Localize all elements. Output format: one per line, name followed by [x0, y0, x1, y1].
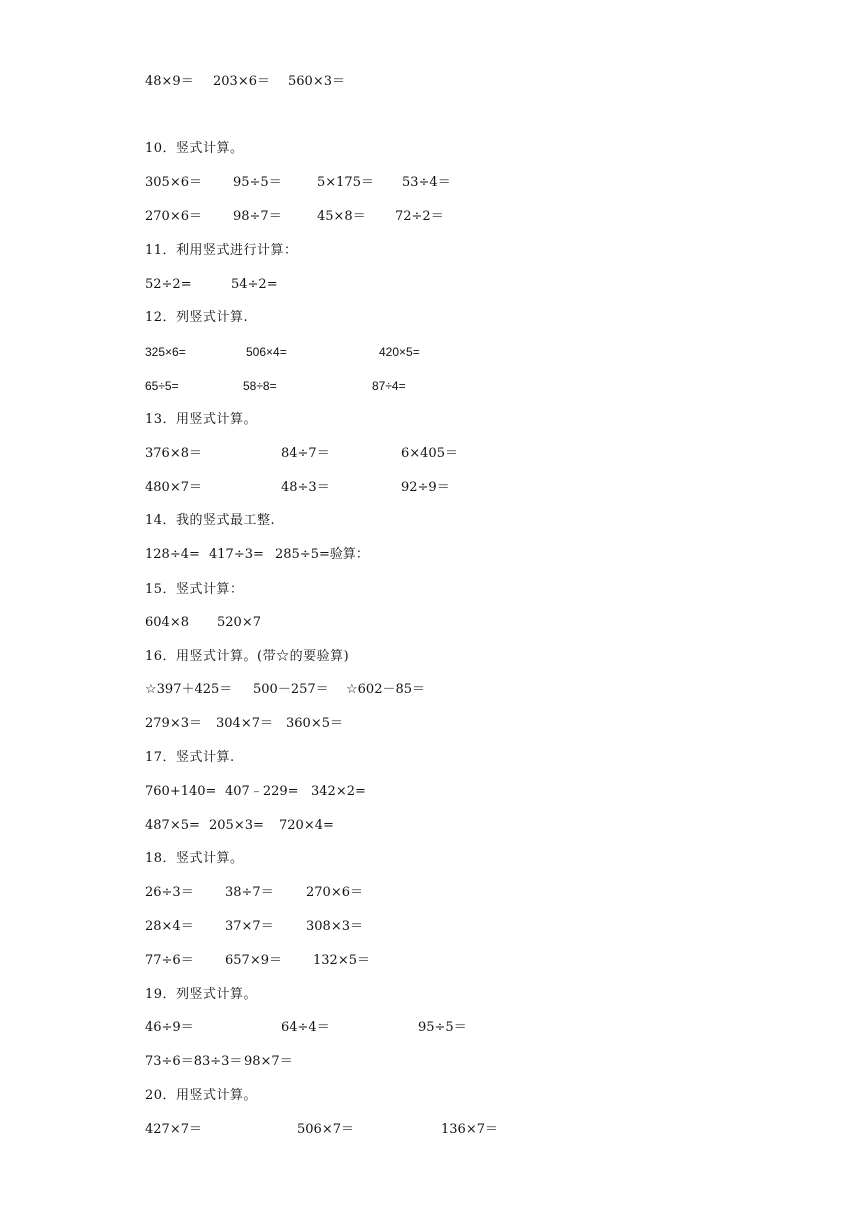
expression: 52÷2= [145, 277, 192, 292]
expression: 65÷5= [145, 379, 179, 393]
expression: 506×7＝ [297, 1122, 354, 1137]
expression: 520×7 [217, 615, 261, 630]
expression: 203×6＝ [213, 74, 270, 89]
expression: 376×8＝ [145, 446, 202, 461]
question-heading: 19．列竖式计算。 [145, 987, 258, 1002]
expression: 26÷3＝ [145, 885, 194, 900]
expression: 270×6＝ [145, 209, 202, 224]
expression: 6×405＝ [401, 446, 458, 461]
expression: 87÷4= [372, 379, 406, 393]
question-heading: 18．竖式计算。 [145, 851, 244, 866]
question-heading: 20．用竖式计算。 [145, 1088, 258, 1103]
expression: ☆397＋425＝ [145, 682, 233, 697]
expression: 95÷5＝ [418, 1020, 467, 1035]
expression: 407﹣229= [225, 784, 299, 799]
expression: 308×3＝ [306, 919, 363, 934]
expression: 58÷8= [243, 379, 277, 393]
expression: 64÷4＝ [281, 1020, 330, 1035]
question-heading: 14．我的竖式最工整. [145, 513, 276, 528]
question-heading: 10．竖式计算。 [145, 141, 244, 156]
question-heading: 11．利用竖式进行计算： [145, 243, 298, 258]
question-heading: 17．竖式计算. [145, 750, 235, 765]
expression: 487×5= [145, 818, 200, 833]
expression: 285÷5=验算： [275, 547, 369, 562]
expression: 136×7＝ [441, 1122, 498, 1137]
question-heading: 15．竖式计算： [145, 582, 244, 597]
expression: 38÷7＝ [225, 885, 274, 900]
expression: 657×9＝ [225, 953, 282, 968]
expression: 132×5＝ [313, 953, 370, 968]
expression: ☆602－85＝ [346, 682, 426, 697]
expression: 720×4= [279, 818, 334, 833]
expression: 92÷9＝ [401, 480, 450, 495]
expression: 342×2= [311, 784, 366, 799]
expression: 54÷2= [231, 277, 278, 292]
expression: 305×6＝ [145, 175, 202, 190]
expression: 500－257＝ [253, 682, 329, 697]
expression: 45×8＝ [317, 209, 366, 224]
expression: 46÷9＝ [145, 1020, 194, 1035]
expression: 128÷4= [145, 547, 200, 562]
expression: 420×5= [379, 345, 420, 359]
expression: 480×7＝ [145, 480, 202, 495]
expression: 84÷7＝ [281, 446, 330, 461]
expression: 77÷6＝ [145, 953, 194, 968]
expression: 279×3＝ [145, 716, 202, 731]
expression: 417÷3= [209, 547, 264, 562]
question-heading: 16．用竖式计算。(带☆的要验算) [145, 649, 350, 664]
question-heading: 13．用竖式计算。 [145, 412, 258, 427]
expression: 98÷7＝ [233, 209, 282, 224]
expression: 304×7＝ [216, 716, 273, 731]
expression: 360×5＝ [286, 716, 343, 731]
expression: 604×8 [145, 615, 189, 630]
question-heading: 12．列竖式计算. [145, 310, 249, 325]
expression: 73÷6＝83÷3＝ [145, 1054, 243, 1069]
expression: 37×7＝ [225, 919, 274, 934]
expression: 205×3= [209, 818, 264, 833]
expression: 506×4= [246, 345, 287, 359]
expression: 95÷5＝ [233, 175, 282, 190]
expression: 427×7＝ [145, 1122, 202, 1137]
expression: 270×6＝ [306, 885, 363, 900]
expression: 98×7＝ [244, 1054, 293, 1069]
expression: 325×6= [145, 345, 186, 359]
expression: 760+140= [145, 784, 217, 799]
expression: 53÷4＝ [402, 175, 451, 190]
expression: 72÷2＝ [395, 209, 444, 224]
expression: 560×3＝ [288, 74, 345, 89]
expression: 48÷3＝ [281, 480, 330, 495]
expression: 5×175＝ [317, 175, 374, 190]
expression: 48×9＝ [145, 74, 194, 89]
expression: 28×4＝ [145, 919, 194, 934]
